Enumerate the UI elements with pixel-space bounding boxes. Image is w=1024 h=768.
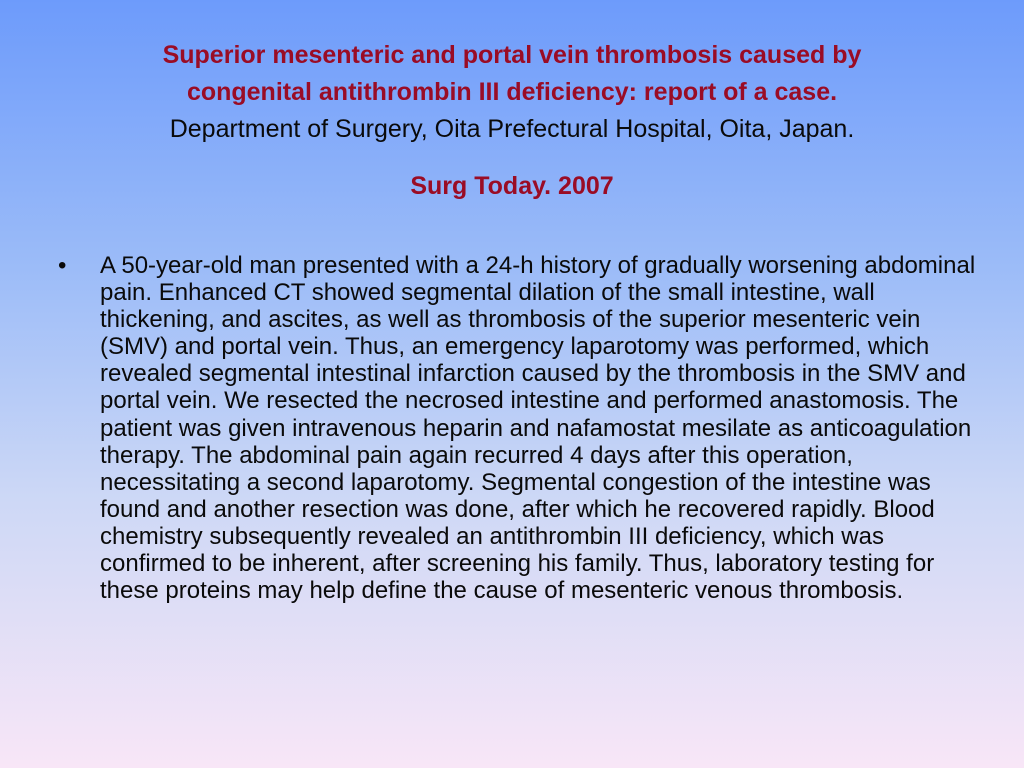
title-line-2: congenital antithrombin III deficiency: report of a case. — [186, 78, 838, 106]
department-affiliation: Department of Surgery, Oita Prefectural Hospital, Oita, Japan. — [169, 115, 855, 143]
title-line-1: Superior mesenteric and portal vein thrombosis caused by — [162, 41, 862, 69]
journal-citation: Surg Today. 2007 — [410, 172, 614, 200]
abstract-list — [56, 252, 976, 604]
abstract-item — [56, 252, 976, 604]
slide-header — [60, 37, 964, 148]
bullet-icon: • — [58, 252, 67, 279]
abstract-text: A 50-year-old man presented with a 24-h history of gradually worsening abdominal pain. Enhanced CT showed segmental dilation of the small intestine, wall thickening, and ascites, as well as thrombosis of the superior mesenteric vein (SMV) and portal vein. Thus, an emergency laparotomy was performed, which revealed segmental intestinal infarction caused by the thrombosis in the SMV and portal vein. We resected the necrosed intestine and performed anastomosis. The patient was given intravenous heparin and nafamostat mesilate as anticoagulation therapy. The abdominal pain again recurred 4 days after this operation, necessitating a second laparotomy. Segmental congestion of the intestine was found and another resection was done, after which he recovered rapidly. Blood chemistry subsequently revealed an antithrombin III deficiency, which was confirmed to be inherent, after screening his family. Thus, laboratory testing for these proteins may help define the cause of mesenteric venous thrombosis. — [100, 252, 976, 605]
